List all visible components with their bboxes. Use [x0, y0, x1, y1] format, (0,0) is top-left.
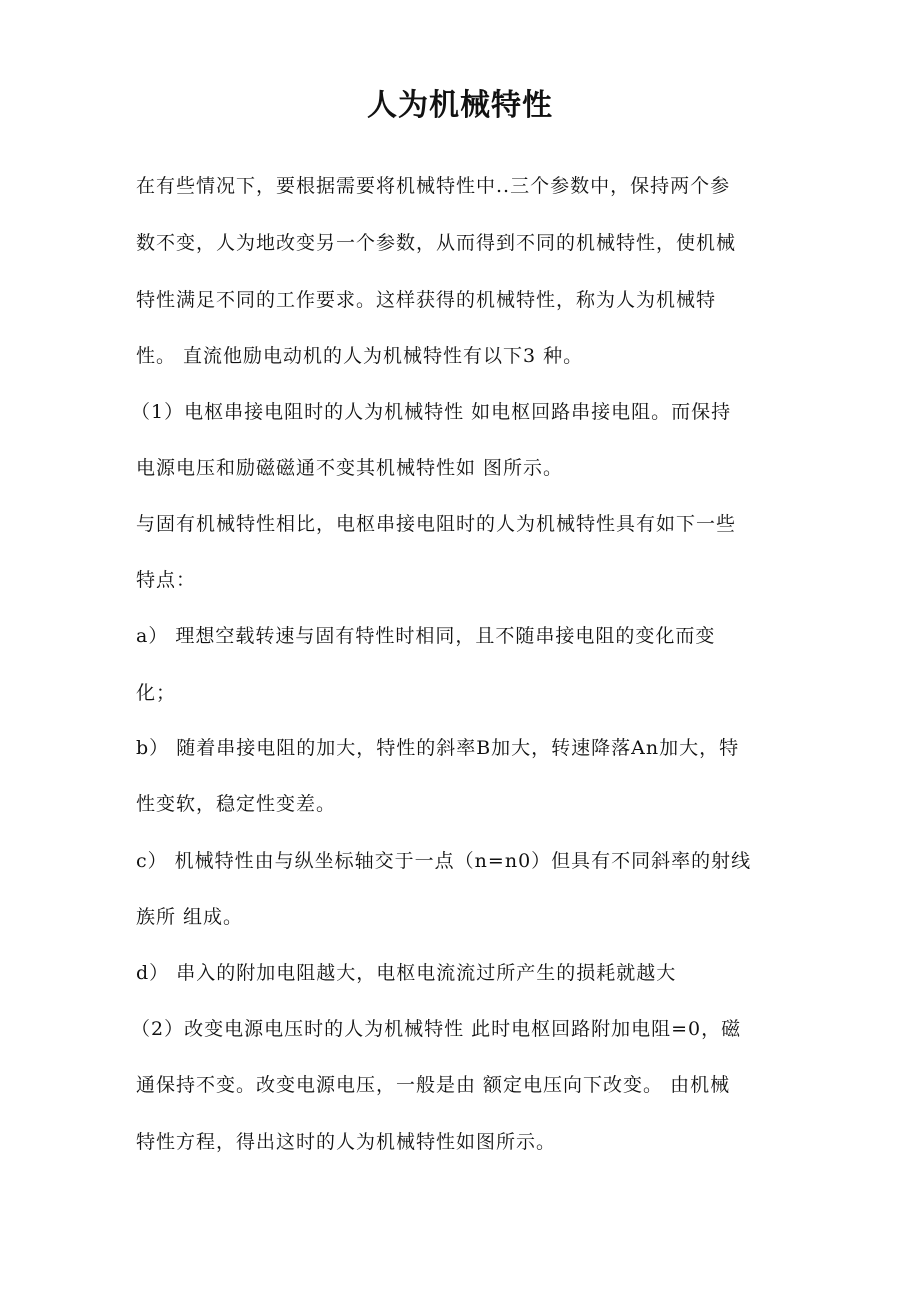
text-line: a） 理想空载转速与固有特性时相同，且不随串接电阻的变化而变	[136, 625, 716, 647]
text-line: 数不变，人为地改变另一个参数，从而得到不同的机械特性，使机械	[136, 232, 737, 254]
text-line: （1）电枢串接电阻时的人为机械特性 如电枢回路串接电阻。而保持	[131, 401, 732, 423]
text-line: 特性满足不同的工作要求。这样获得的机械特性，称为人为机械特	[136, 289, 717, 311]
text-line: 性。 直流他励电动机的人为机械特性有以下3 种。	[136, 345, 584, 367]
page-title: 人为机械特性	[367, 88, 553, 123]
text-line: （2）改变电源电压时的人为机械特性 此时电枢回路附加电阻=0，磁	[131, 1018, 742, 1040]
text-line: 通保持不变。改变电源电压，一般是由 额定电压向下改变。 由机械	[136, 1074, 731, 1096]
text-line: 族所 组成。	[136, 906, 244, 928]
text-line: c） 机械特性由与纵坐标轴交于一点（n=n0）但具有不同斜率的射线	[136, 850, 752, 872]
text-line: 特性方程，得出这时的人为机械特性如图所示。	[136, 1131, 557, 1153]
text-line: d） 串入的附加电阻越大，电枢电流流过所产生的损耗就越大	[136, 962, 677, 984]
text-line: 性变软，稳定性变差。	[136, 793, 337, 815]
text-line: 在有些情况下，要根据需要将机械特性中..三个参数中，保持两个参	[136, 175, 731, 197]
text-line: 特点：	[136, 569, 197, 591]
text-line: 电源电压和励磁磁通不变其机械特性如 图所示。	[136, 457, 564, 479]
text-line: b） 随着串接电阻的加大，特性的斜率B加大，转速降落An加大，特	[136, 737, 740, 759]
text-line: 化；	[136, 682, 177, 704]
text-line: 与固有机械特性相比，电枢串接电阻时的人为机械特性具有如下一些	[136, 513, 737, 535]
